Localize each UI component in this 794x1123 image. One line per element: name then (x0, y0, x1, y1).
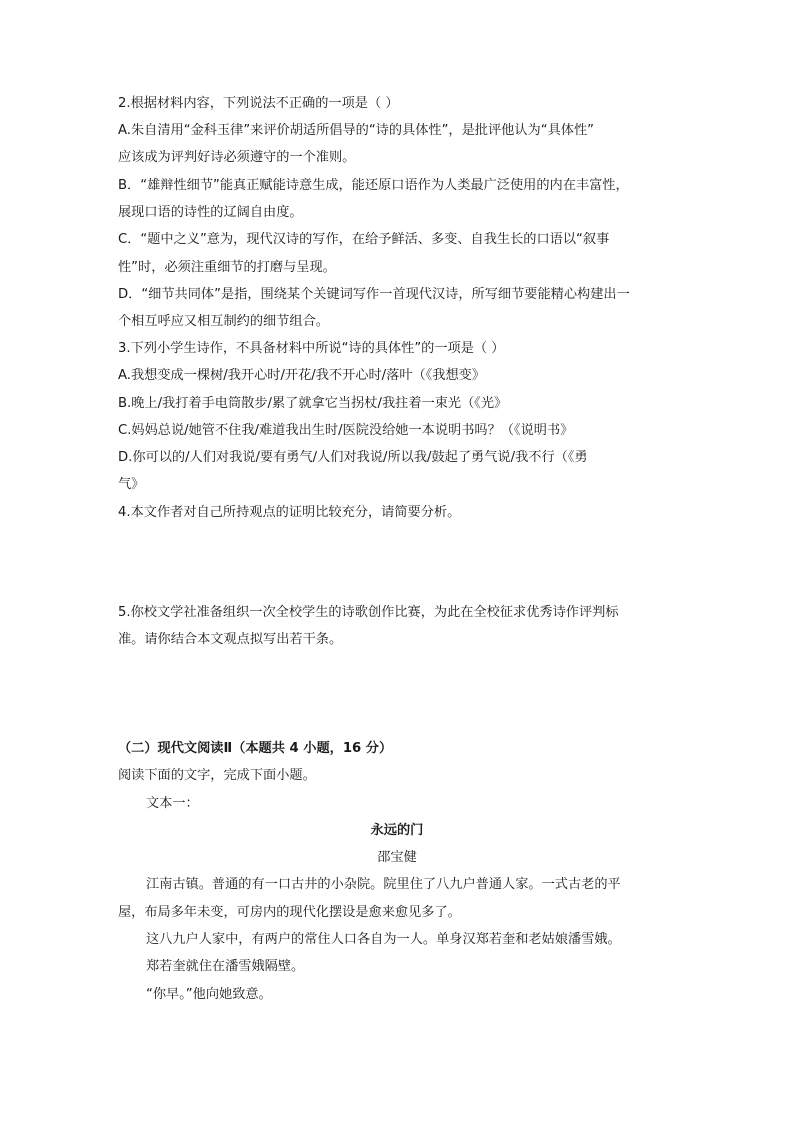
question-3-stem: 3.下列小学生诗作，不具备材料中所说“诗的具体性”的一项是（ ） (118, 341, 505, 356)
section-heading: （二）现代文阅读Ⅱ（本题共 4 小题，16 分） (118, 741, 393, 756)
story-title: 永远的门 (370, 823, 424, 838)
question-3-option-b: B.晚上/我打着手电筒散步/累了就拿它当拐杖/我拄着一束光（《光》 (118, 396, 508, 411)
question-2-option-d-line-2: 个相互呼应又相互制约的细节组合。 (118, 314, 329, 329)
question-2-option-a-line-1: A.朱自清用“金科玉律”来评价胡适所倡导的“诗的具体性”，是批评他认为“具体性” (118, 123, 594, 138)
section-instruction: 阅读下面的文字，完成下面小题。 (118, 768, 316, 783)
question-3-option-c: C.妈妈总说/她管不住我/难道我出生时/医院没给她一本说明书吗？（《说明书》 (118, 423, 574, 438)
question-2-option-c-line-1: C．“题中之义”意为，现代汉诗的写作，在给予鲜活、多变、自我生长的口语以“叙事 (118, 232, 610, 247)
question-2-option-b-line-2: 展现口语的诗性的辽阔自由度。 (118, 205, 303, 220)
question-2-option-a-line-2: 应该成为评判好诗必须遵守的一个准则。 (118, 150, 356, 165)
question-2-option-b-line-1: B．“雄辩性细节”能真正赋能诗意生成，能还原口语作为人类最广泛使用的内在丰富性， (118, 178, 629, 193)
story-paragraph-3: 郑若奎就住在潘雪娥隔壁。 (146, 959, 305, 974)
story-paragraph-2: 这八九户人家中，有两户的常住人口各自为一人。单身汉郑若奎和老姑娘潘雪娥。 (146, 932, 621, 947)
question-3-option-d-line-1: D.你可以的/人们对我说/要有勇气/人们对我说/所以我/鼓起了勇气说/我不行（《勇 (118, 450, 588, 465)
question-4-stem: 4.本文作者对自己所持观点的证明比较充分，请简要分析。 (118, 505, 461, 520)
question-2-option-c-line-2: 性”时，必须注重细节的打磨与呈现。 (118, 260, 336, 275)
question-5-line-1: 5.你校文学社准备组织一次全校学生的诗歌创作比赛，为此在全校征求优秀诗作评判标 (118, 605, 619, 620)
story-paragraph-4: “你早。”他向她致意。 (146, 987, 272, 1002)
story-paragraph-1-line-2: 屋，布局多年未变，可房内的现代化摆设是愈来愈见多了。 (118, 905, 461, 920)
question-2-option-d-line-1: D．“细节共同体”是指，围绕某个关键词写作一首现代汉诗，所写细节要能精心构建出一 (118, 287, 630, 302)
question-3-option-d-line-2: 气》 (118, 477, 145, 492)
question-3-option-a: A.我想变成一棵树/我开心时/开花/我不开心时/落叶（《我想变》 (118, 368, 486, 383)
story-paragraph-1-line-1: 江南古镇。普通的有一口古井的小杂院。院里住了八九户普通人家。一式古老的平 (146, 877, 621, 892)
text-label: 文本一： (146, 796, 199, 811)
question-5-line-2: 准。请你结合本文观点拟写出若干条。 (118, 632, 343, 647)
story-author: 邵宝健 (377, 850, 417, 865)
question-2-stem: 2.根据材料内容，下列说法不正确的一项是（ ） (118, 96, 399, 111)
